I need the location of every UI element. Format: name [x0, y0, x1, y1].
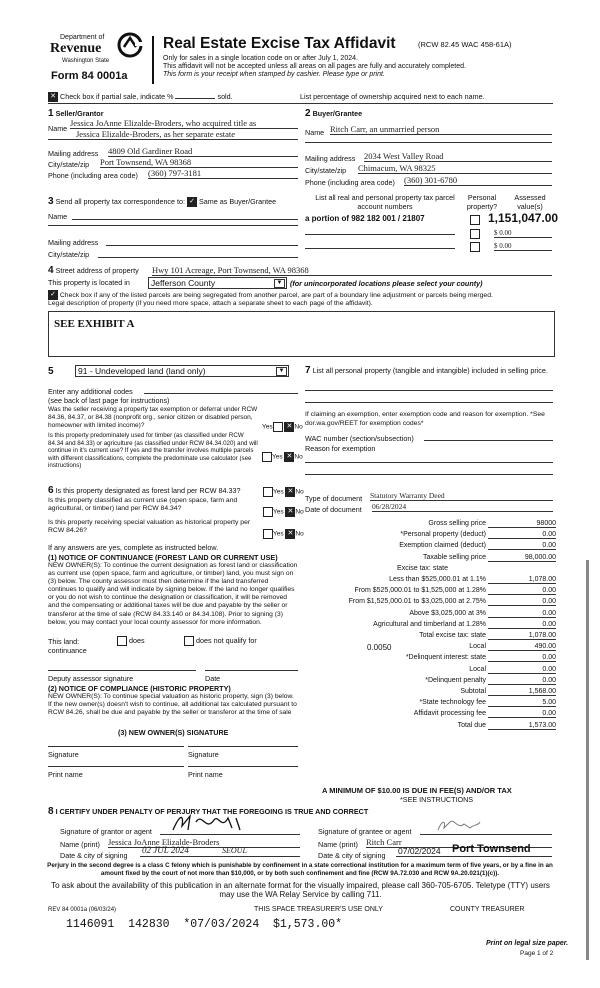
partial-sale-label: Check box if partial sale, indicate %	[60, 92, 174, 101]
excise-row-4-value[interactable]: 0.00	[488, 621, 556, 629]
corr-mail[interactable]	[106, 236, 298, 246]
delinq-row-1-value[interactable]: 0.00	[488, 666, 556, 674]
buyer-heading: Buyer/Grantee	[312, 109, 363, 118]
street-address-row: 4 Street address of property	[48, 265, 139, 276]
personal-property-row: 7 List all personal property (tangible and intangible) included in selling price.	[305, 365, 548, 376]
grantor-date-field[interactable]	[140, 845, 300, 857]
delinq-row-6-label: Total due	[457, 721, 486, 729]
current-use-yes-checkbox[interactable]	[263, 507, 273, 517]
delinq-row-1	[305, 666, 558, 676]
forest-yes-checkbox[interactable]	[263, 487, 273, 497]
legal-desc: SEE EXHIBIT A	[54, 318, 135, 330]
excise-row-0-label: Less than $525,000.01 at 1.1%	[389, 576, 486, 583]
forest-question: Is this property designated as forest land per RCW 84.33?	[55, 486, 241, 495]
wa-revenue-logo-icon	[116, 32, 144, 58]
historic-yesno: Yes ✕ No	[263, 529, 304, 539]
excise-row-0-value[interactable]: 1,078.00	[488, 576, 556, 584]
grantee-name[interactable]: Ritch Carr	[366, 837, 552, 848]
assessed-value-3[interactable]: $ 0.00	[494, 242, 552, 251]
grantor-name-label: Name (print)	[60, 840, 100, 849]
historic-yes-checkbox[interactable]	[263, 529, 273, 539]
tax-row-0-value[interactable]: 98000	[488, 520, 556, 528]
exemption-no-checkbox[interactable]: ✕	[284, 422, 294, 432]
tax-row-2-label: Exemption claimed (deduct)	[399, 542, 486, 550]
segregated-label: Check box if any of the listed parcels are being segregated from another parcel, are part of a boundary line adjustment or parcels being merged.	[59, 291, 493, 299]
excise-row-1-label: From $525,000.01 to $1,525,000 at 1.28%	[354, 587, 486, 595]
add-codes-label: Enter any additional codes	[48, 387, 133, 396]
doc-date-label: Date of document	[305, 505, 362, 514]
cashier-stamp: 1146091 142830 *07/03/2024 $1,573.00*	[66, 918, 343, 931]
grantee-sig-label: Signature of grantee or agent	[318, 827, 412, 836]
parcel-1[interactable]: a portion of 982 182 001 / 21807	[305, 214, 425, 223]
notice2-heading: (2) NOTICE OF COMPLIANCE (HISTORIC PROPERTY)	[48, 684, 231, 693]
corr-name[interactable]	[72, 210, 298, 220]
doc-date[interactable]: 06/28/2024	[372, 502, 553, 512]
rev-number: REV 84 0001a (06/03/24)	[48, 907, 117, 913]
delinq-row-2-label: *Delinquent penalty	[425, 676, 486, 684]
if-yes-note: If any answers are yes, complete as instructed below.	[48, 543, 219, 552]
land-does-row: does	[117, 636, 145, 646]
owner-signature-2[interactable]	[188, 746, 298, 747]
parcel-col1-header: List all real and personal property tax parcel account numbers	[315, 193, 455, 211]
grantor-date: 02 JUL 2024	[142, 845, 189, 855]
assessed-value-2[interactable]: $ 0.00	[494, 229, 552, 238]
excise-row-2-label: From $1,525,000.01 to $3,025,000 at 2.75%	[348, 598, 486, 606]
buyer-mail-label: Mailing address	[305, 154, 356, 163]
unincorp-note: (for unincorporated locations please select your county)	[290, 279, 483, 288]
grantee-signature[interactable]	[420, 822, 552, 835]
excise-row-1	[305, 587, 558, 597]
timber-yesno: Yes ✕ No	[262, 452, 303, 462]
local-tax-row	[305, 643, 558, 653]
seller-section: 1 Seller/Grantor	[48, 108, 104, 119]
buyer-mail[interactable]: 2034 West Valley Road	[364, 151, 552, 162]
excise-heading-label: Excise tax: state	[397, 564, 448, 572]
grantor-signature[interactable]	[160, 822, 300, 835]
seller-heading: Seller/Grantor	[55, 109, 104, 118]
legal-desc-box[interactable]	[48, 311, 555, 357]
county-treasurer: COUNTY TREASURER	[450, 906, 525, 913]
grantor-signature-mark	[170, 812, 250, 834]
tax-row-2	[305, 542, 558, 552]
dept-line1: Department of	[60, 34, 105, 41]
tax-row-2-value[interactable]: 0.00	[488, 542, 556, 550]
buyer-city[interactable]: Chimacum, WA 98325	[358, 163, 552, 174]
excise-heading	[305, 565, 558, 575]
deputy-date-label: Date	[205, 674, 221, 683]
personal-property-field-2[interactable]	[305, 402, 553, 403]
seller-mail-label: Mailing address	[48, 149, 99, 158]
deputy-date-field[interactable]	[205, 670, 298, 671]
delinq-row-0	[305, 654, 558, 664]
local-label: Local	[469, 643, 486, 651]
delinq-row-1-label: Local	[469, 665, 486, 673]
current-use-no-checkbox[interactable]: ✕	[285, 507, 295, 517]
delinq-row-6-value[interactable]: 1,573.00	[488, 722, 556, 730]
personal-property-checkbox-3[interactable]	[470, 242, 480, 252]
notice1-body: NEW OWNER(S): To continue the current designation as forest land or classification as current use (open space, farm and agriculture, or timber) land, you must sign on (3) below. The county assessor must then determine if the land transferred continues to qualify and will indicate by signing below. If the land no longer qualifies or you do not wish to continue the designation or classification, it will be removed and the compensating or additional taxes will be due and payable by the seller or transferor at the time of sale (RCW 84.33.140 or 84.34.108). Prior to signing (3) below, you may contact your local county assessor for more information.	[48, 562, 298, 626]
delinq-row-0-label: *Delinquent interest: state	[405, 654, 486, 662]
current-use-yesno: Yes ✕ No	[263, 507, 304, 517]
local-value[interactable]: 490.00	[488, 643, 556, 651]
owner-print-1[interactable]	[48, 766, 184, 767]
tax-row-1	[305, 531, 558, 541]
header-note1: Only for sales in a single location code on or after July 1, 2024.	[163, 55, 358, 62]
buyer-name[interactable]: Ritch Carr, an unmarried person	[330, 124, 552, 135]
tax-row-3-value[interactable]: 98,000.00	[488, 554, 556, 562]
excise-row-2-value[interactable]: 0.00	[488, 598, 556, 606]
delinq-row-5-value[interactable]: 0.00	[488, 710, 556, 718]
excise-row-4-label: Agricultural and timberland at 1.28%	[373, 620, 486, 628]
add-codes-field[interactable]	[144, 385, 298, 394]
reason-field[interactable]	[305, 462, 553, 463]
grantor-sig-label: Signature of grantor or agent	[60, 827, 152, 836]
seller-city-label: City/state/zip	[48, 160, 90, 169]
land-does-not-checkbox[interactable]	[184, 636, 194, 646]
tax-row-1-label: *Personal property (deduct)	[400, 531, 486, 539]
owner-signature-1[interactable]	[48, 746, 184, 747]
forest-yesno: Yes ✕ No	[263, 487, 304, 497]
notice3-heading: (3) NEW OWNER(S) SIGNATURE	[118, 728, 229, 737]
continuance-label: continuance	[48, 646, 87, 655]
treasurer-use: THIS SPACE TREASURER'S USE ONLY	[254, 906, 383, 913]
tax-row-0-label: Gross selling price	[428, 520, 486, 527]
see-instructions: *SEE INSTRUCTIONS	[400, 795, 474, 804]
located-label: This property is located in	[48, 278, 130, 287]
excise-row-4	[305, 621, 558, 631]
timber-yes-checkbox[interactable]	[262, 452, 272, 462]
delinq-row-6	[305, 722, 558, 732]
seller-mail[interactable]: 4809 Old Gardiner Road	[108, 146, 298, 157]
dept-line3: Washington State	[62, 58, 110, 64]
doc-type-label: Type of document	[305, 494, 363, 503]
historic-question: Is this property receiving special valuation as historical property per RCW 84.26?	[48, 519, 251, 534]
ownership-note: List percentage of ownership acquired next to each name.	[300, 92, 485, 101]
grantee-name-label: Name (print)	[318, 840, 358, 849]
grantor-name[interactable]: Jessica JoAnne Elizalde-Broders	[108, 837, 300, 848]
exemption-yes-checkbox[interactable]	[273, 422, 283, 432]
grantee-signature-mark	[434, 816, 484, 834]
owner-print-2[interactable]	[188, 766, 298, 767]
correspondence-heading-row: 3 Send all property tax correspondence to: ✓ Same as Buyer/Grantee	[48, 196, 277, 207]
delinq-row-4-label: *State technology fee	[419, 699, 486, 707]
corr-name-label: Name	[48, 212, 68, 221]
excise-row-2	[305, 598, 558, 608]
land-use-value: 91 - Undeveloped land (land only)	[78, 366, 206, 376]
forest-no-checkbox[interactable]: ✕	[285, 487, 295, 497]
page-number: Page 1 of 2	[520, 950, 554, 957]
excise-row-0	[305, 576, 558, 586]
grantee-date-label: Date & city of signing	[318, 851, 386, 860]
county-select[interactable]	[148, 277, 287, 289]
correspondence-heading: Send all property tax correspondence to:	[55, 197, 186, 206]
corr-mail-label: Mailing address	[48, 238, 99, 247]
same-as-buyer-label: Same as Buyer/Grantee	[199, 197, 277, 206]
notice2-body: NEW OWNER(S): To continue special valuation as historic property, sign (3) below. If the new owner(s) doesn't wish to continue, all additional tax calculated pursuant to RCW 84.26, shall be due and payable by the seller or transferor at the time of sale	[48, 693, 297, 717]
forest-question-row: 6 Is this property designated as forest land per RCW 84.33?	[48, 485, 241, 496]
seller-phone-label: Phone (including area code)	[48, 171, 138, 180]
excise-row-1-value[interactable]: 0.00	[488, 587, 556, 595]
land-use-select[interactable]	[75, 365, 289, 377]
certify-heading: I CERTIFY UNDER PENALTY OF PERJURY THAT THE FOREGOING IS TRUE AND CORRECT	[55, 807, 369, 816]
timber-question: Is this property predominately used for timber (as classified under RCW 84.34 and 84.33) or agriculture (as classified under RCW 84.34.020) and will continue in it's current use? If yes and the transfer involves multiple parcels with different classifications, complete the predominate use calculator (see instructions)	[48, 432, 258, 470]
header-note3: This form is your receipt when stamped by cashier. Please type or print.	[163, 71, 385, 78]
segregated-checkbox[interactable]: ✓	[48, 290, 58, 300]
exemption-question: Was the seller receiving a property tax exemption or deferral under RCW 84.36, 84.37, or 84.38 (nonprofit org., senior citizen or disabled person, homeowner with limited income)?	[48, 406, 258, 429]
buyer-phone[interactable]: (360) 301-6780	[404, 175, 552, 186]
current-use-question: Is this property classified as current use (open space, farm and agricultural, or timber) land per RCW 84.34?	[48, 497, 238, 512]
grantee-date-field[interactable]	[396, 845, 552, 857]
certify-row: 8 I CERTIFY UNDER PENALTY OF PERJURY THAT THE FOREGOING IS TRUE AND CORRECT	[48, 806, 369, 817]
wac-field[interactable]	[424, 432, 553, 441]
personal-property-checkbox-2[interactable]	[470, 229, 480, 239]
tax-row-3	[305, 554, 558, 564]
seller-phone[interactable]: (360) 797-3181	[148, 168, 298, 179]
delinq-row-5-label: Affidavit processing fee	[413, 710, 486, 718]
seller-name-label: Name	[48, 124, 68, 133]
delinq-row-4	[305, 699, 558, 709]
form-number: Form 84 0001a	[51, 70, 128, 82]
excise-row-5-value[interactable]: 1,078.00	[488, 632, 556, 640]
this-land-label: This land:	[48, 637, 80, 646]
exempt-claim-label: If claiming an exemption, enter exemption code and reason for exemption. *See dor.wa.gov/REET for exemption codes*	[305, 411, 545, 427]
legal-paper-note: Print on legal size paper.	[486, 940, 569, 947]
partial-sale-suffix: sold.	[217, 92, 233, 101]
excise-row-3-label: Above $3,025,000 at 3%	[409, 609, 486, 617]
grantor-date-label: Date & city of signing	[60, 851, 128, 860]
dropdown-arrow-icon: ▼	[274, 279, 285, 288]
buyer-name-label: Name	[305, 128, 325, 137]
segregated-row	[48, 290, 558, 300]
buyer-city-label: City/state/zip	[305, 166, 347, 175]
delinq-row-0-value[interactable]: 0.00	[488, 654, 556, 662]
form-rcw: (RCW 82.45 WAC 458-61A)	[418, 40, 512, 49]
historic-no-checkbox[interactable]: ✕	[285, 529, 295, 539]
dept-line2: Revenue	[50, 41, 102, 56]
doc-type[interactable]: Statutory Warranty Deed	[370, 491, 553, 501]
land-does-checkbox[interactable]	[117, 636, 127, 646]
see-back-note: (see back of last page for instructions)	[48, 396, 170, 405]
minimum-note: A MINIMUM OF $10.00 IS DUE IN FEE(S) AND/OR TAX	[322, 786, 512, 795]
perjury-note: Perjury in the second degree is a class C felony which is punishable by confinement in a state correctional institution for a maximum term of five years, or by a fine in an amount fixed by the court of not more than $10,000, or by both such confinement and fine (RCW 9A.72.030 and RCW 9A.20.021(1)(c)).	[47, 862, 553, 877]
same-as-buyer-checkbox[interactable]: ✓	[187, 197, 197, 207]
corr-city[interactable]	[98, 248, 298, 258]
parcel-col2-header: Personal property?	[466, 193, 498, 211]
local-rate[interactable]: 0.0050	[367, 643, 392, 653]
street-address-label: Street address of property	[55, 266, 139, 275]
tax-row-3-label: Taxable selling price	[422, 553, 486, 561]
deputy-label: Deputy assessor signature	[48, 674, 134, 683]
parcel-col3-header: Assessed value(s)	[514, 193, 546, 211]
dropdown-arrow-icon: ▼	[276, 367, 287, 376]
exemption-yesno: Yes ✕ No	[262, 423, 303, 431]
print-name-label-2: Print name	[188, 770, 223, 779]
corr-city-label: City/state/zip	[48, 250, 90, 259]
seller-name-line2[interactable]: Jessica Elizalde-Broders, as her separate estate	[48, 129, 298, 140]
street-address[interactable]: Hwy 101 Acreage, Port Townsend, WA 98368	[152, 265, 552, 276]
personal-property-field-1[interactable]	[305, 390, 553, 391]
partial-sale-row	[48, 92, 298, 102]
buyer-section-title: 2 Buyer/Grantee	[305, 108, 363, 119]
personal-property-label: List all personal property (tangible and intangible) included in selling price.	[312, 366, 548, 375]
alt-format-note: To ask about the availability of this publication in an alternate format for the visually impaired, please call 360-705-6705. Teletype (TTY) users may use the WA Relay Service by calling 711.	[51, 881, 550, 899]
county-value: Jefferson County	[151, 278, 216, 288]
delinq-row-5	[305, 710, 558, 720]
delinq-row-3	[305, 688, 558, 698]
notice1-heading: (1) NOTICE OF CONTINUANCE (FOREST LAND OR CURRENT USE)	[48, 553, 278, 562]
legal-desc-label: Legal description of property (if you need more space, attach a separate sheet to each page of the affidavit).	[48, 300, 373, 307]
excise-row-5	[305, 632, 558, 642]
grantee-date: 07/02/2024	[398, 846, 441, 856]
delinq-row-2	[305, 677, 558, 687]
partial-sale-checkbox[interactable]: ✕	[48, 92, 58, 102]
delinq-row-3-label: Subtotal	[460, 688, 486, 695]
delinq-row-3-value[interactable]: 1,568.00	[488, 688, 556, 696]
reason-label: Reason for exemption	[305, 444, 376, 453]
grantee-city: Port Townsend	[452, 843, 531, 855]
print-name-label-1: Print name	[48, 770, 83, 779]
delinq-row-2-value[interactable]: 0.00	[488, 677, 556, 685]
wac-label: WAC number (section/subsection)	[305, 434, 414, 443]
header-divider	[152, 36, 154, 84]
tax-row-1-value[interactable]: 0.00	[488, 531, 556, 539]
seller-name-line1[interactable]: Jessica JoAnne Elizalde-Broders, who acquired title as	[70, 118, 298, 129]
delinq-row-4-value[interactable]: 5.00	[488, 699, 556, 707]
tax-row-0	[305, 520, 558, 530]
grantor-city: SEOUL	[222, 846, 247, 855]
assessed-value-1[interactable]: 1,151,047.00	[488, 211, 559, 225]
header-note2: This affidavit will not be accepted unless all areas on all pages are fully and accurately completed.	[163, 63, 466, 70]
excise-row-3	[305, 610, 558, 620]
signature-label-1: Signature	[48, 750, 79, 759]
personal-property-checkbox-1[interactable]	[470, 215, 480, 225]
buyer-phone-label: Phone (including area code)	[305, 178, 395, 187]
deputy-signature-field[interactable]	[48, 670, 196, 671]
excise-row-5-label: Total excise tax: state	[419, 632, 486, 639]
seller-city[interactable]: Port Townsend, WA 98368	[100, 157, 298, 168]
timber-no-checkbox[interactable]: ✕	[284, 452, 294, 462]
signature-label-2: Signature	[188, 750, 219, 759]
excise-row-3-value[interactable]: 0.00	[488, 610, 556, 618]
land-does-not-row: does not qualify for	[184, 636, 257, 646]
form-title: Real Estate Excise Tax Affidavit	[163, 35, 396, 52]
